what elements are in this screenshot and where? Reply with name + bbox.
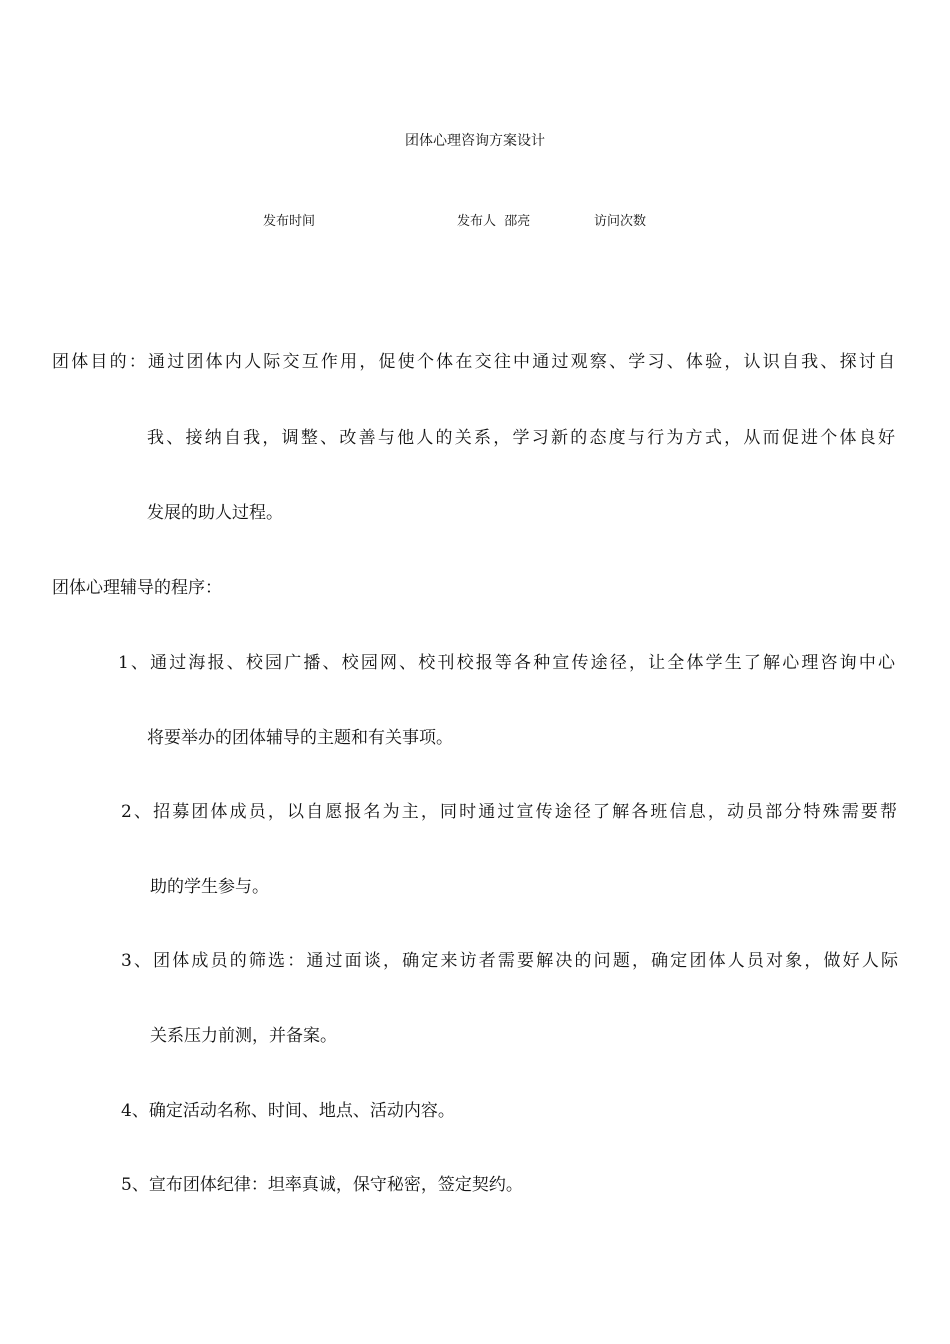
step-5-line-1: 5、宣布团体纪律：坦率真诚，保守秘密，签定契约。 [121, 1175, 523, 1195]
visit-count-label: 访问次数 [594, 214, 647, 229]
purpose-line-1: 团体目的：通过团体内人际交互作用，促使个体在交往中通过观察、学习、体验，认识自我、探讨自 [52, 352, 895, 372]
step-1-line-1: 1、通过海报、校园广播、校园网、校刊校报等各种宣传途径，让全体学生了解心理咨询中心 [118, 653, 895, 673]
step-1-line-2: 将要举办的团体辅导的主题和有关事项。 [147, 728, 453, 748]
procedure-heading: 团体心理辅导的程序： [52, 578, 222, 598]
step-2-line-1: 2、招募团体成员，以自愿报名为主，同时通过宣传途径了解各班信息，动员部分特殊需要帮 [121, 802, 897, 822]
step-3-line-2: 关系压力前测，并备案。 [150, 1026, 337, 1046]
step-3-line-1: 3、团体成员的筛选：通过面谈，确定来访者需要解决的问题，确定团体人员对象，做好人际 [121, 951, 898, 971]
purpose-line-3: 发展的助人过程。 [147, 503, 283, 523]
document-title: 团体心理咨询方案设计 [405, 133, 545, 149]
publisher-label: 发布人 邵亮 [457, 214, 531, 229]
publish-time-label: 发布时间 [263, 214, 316, 229]
step-2-line-2: 助的学生参与。 [150, 877, 269, 897]
purpose-line-2: 我、接纳自我，调整、改善与他人的关系，学习新的态度与行为方式，从而促进个体良好 [147, 428, 895, 448]
step-4-line-1: 4、确定活动名称、时间、地点、活动内容。 [121, 1101, 455, 1121]
